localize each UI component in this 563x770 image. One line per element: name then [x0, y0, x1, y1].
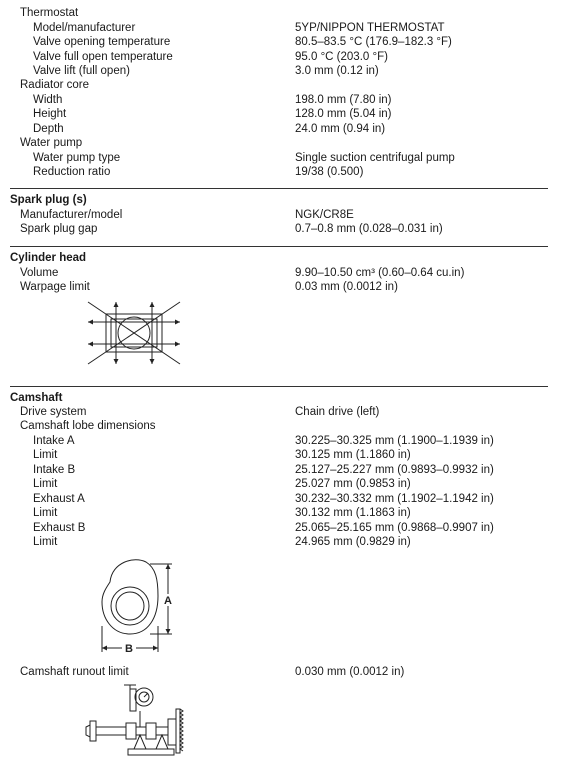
cylinder-head-title: Cylinder head	[10, 252, 87, 264]
spec-label: Warpage limit	[20, 281, 90, 293]
spec-value: 0.03 mm (0.0012 in)	[295, 281, 398, 293]
spec-value: 25.127–25.227 mm (0.9893–0.9932 in)	[295, 464, 494, 476]
spec-label: Limit	[33, 536, 58, 548]
spark-plug-title: Spark plug (s)	[10, 194, 87, 206]
spec-label: Spark plug gap	[20, 223, 98, 235]
spec-label: Volume	[20, 267, 59, 279]
spec-label: Limit	[33, 478, 58, 490]
spec-value: 95.0 °C (203.0 °F)	[295, 51, 388, 63]
spec-value: 30.225–30.325 mm (1.1900–1.1939 in)	[295, 435, 494, 447]
spec-value: 3.0 mm (0.12 in)	[295, 65, 379, 77]
camshaft-title: Camshaft	[10, 392, 63, 404]
section-divider	[10, 188, 548, 189]
water-pump-heading: Water pump	[20, 137, 83, 149]
spec-label: Exhaust A	[33, 493, 85, 505]
spec-value: 5YP/NIPPON THERMOSTAT	[295, 22, 445, 34]
spec-label: Manufacturer/model	[20, 209, 123, 221]
spec-label: Intake A	[33, 435, 75, 447]
spec-label: Camshaft runout limit	[20, 666, 129, 678]
spec-label: Limit	[33, 507, 58, 519]
spec-value: 24.965 mm (0.9829 in)	[295, 536, 411, 548]
spec-label: Valve full open temperature	[33, 51, 173, 63]
camshaft-runout-diagram	[84, 683, 188, 765]
spec-value: 30.232–30.332 mm (1.1902–1.1942 in)	[295, 493, 494, 505]
spec-label: Depth	[33, 123, 64, 135]
spec-label: Model/manufacturer	[33, 22, 136, 34]
spec-label: Water pump type	[33, 152, 121, 164]
dimension-a-label: A	[164, 595, 172, 607]
spec-label: Height	[33, 108, 67, 120]
spec-value: 30.125 mm (1.1860 in)	[295, 449, 411, 461]
spec-label: Intake B	[33, 464, 76, 476]
spec-value: 80.5–83.5 °C (176.9–182.3 °F)	[295, 36, 452, 48]
spec-value: 30.132 mm (1.1863 in)	[295, 507, 411, 519]
spec-value: 198.0 mm (7.80 in)	[295, 94, 392, 106]
spec-label: Exhaust B	[33, 522, 86, 534]
spec-value: 0.030 mm (0.0012 in)	[295, 666, 405, 678]
section-divider	[10, 246, 548, 247]
spec-label: Reduction ratio	[33, 166, 111, 178]
spec-label: Valve opening temperature	[33, 36, 171, 48]
spec-value: Single suction centrifugal pump	[295, 152, 455, 164]
radiator-heading: Radiator core	[20, 79, 90, 91]
spec-value: 0.7–0.8 mm (0.028–0.031 in)	[295, 223, 443, 235]
cam-lobe-diagram	[92, 552, 188, 658]
cylinder-head-warpage-diagram	[86, 300, 182, 366]
spec-value: 25.065–25.165 mm (0.9868–0.9907 in)	[295, 522, 494, 534]
spec-value: Chain drive (left)	[295, 406, 380, 418]
dimension-b-label: B	[125, 643, 133, 655]
spec-label: Limit	[33, 449, 58, 461]
section-divider	[10, 386, 548, 387]
spec-value: 19/38 (0.500)	[295, 166, 364, 178]
spec-label: Valve lift (full open)	[33, 65, 130, 77]
spec-value: NGK/CR8E	[295, 209, 354, 221]
spec-label: Width	[33, 94, 63, 106]
spec-label: Drive system	[20, 406, 87, 418]
spec-value: 9.90–10.50 cm³ (0.60–0.64 cu.in)	[295, 267, 465, 279]
spec-value: 25.027 mm (0.9853 in)	[295, 478, 411, 490]
spec-value: 128.0 mm (5.04 in)	[295, 108, 392, 120]
lobe-dimensions-heading: Camshaft lobe dimensions	[20, 420, 156, 432]
thermostat-heading: Thermostat	[20, 7, 79, 19]
spec-value: 24.0 mm (0.94 in)	[295, 123, 386, 135]
